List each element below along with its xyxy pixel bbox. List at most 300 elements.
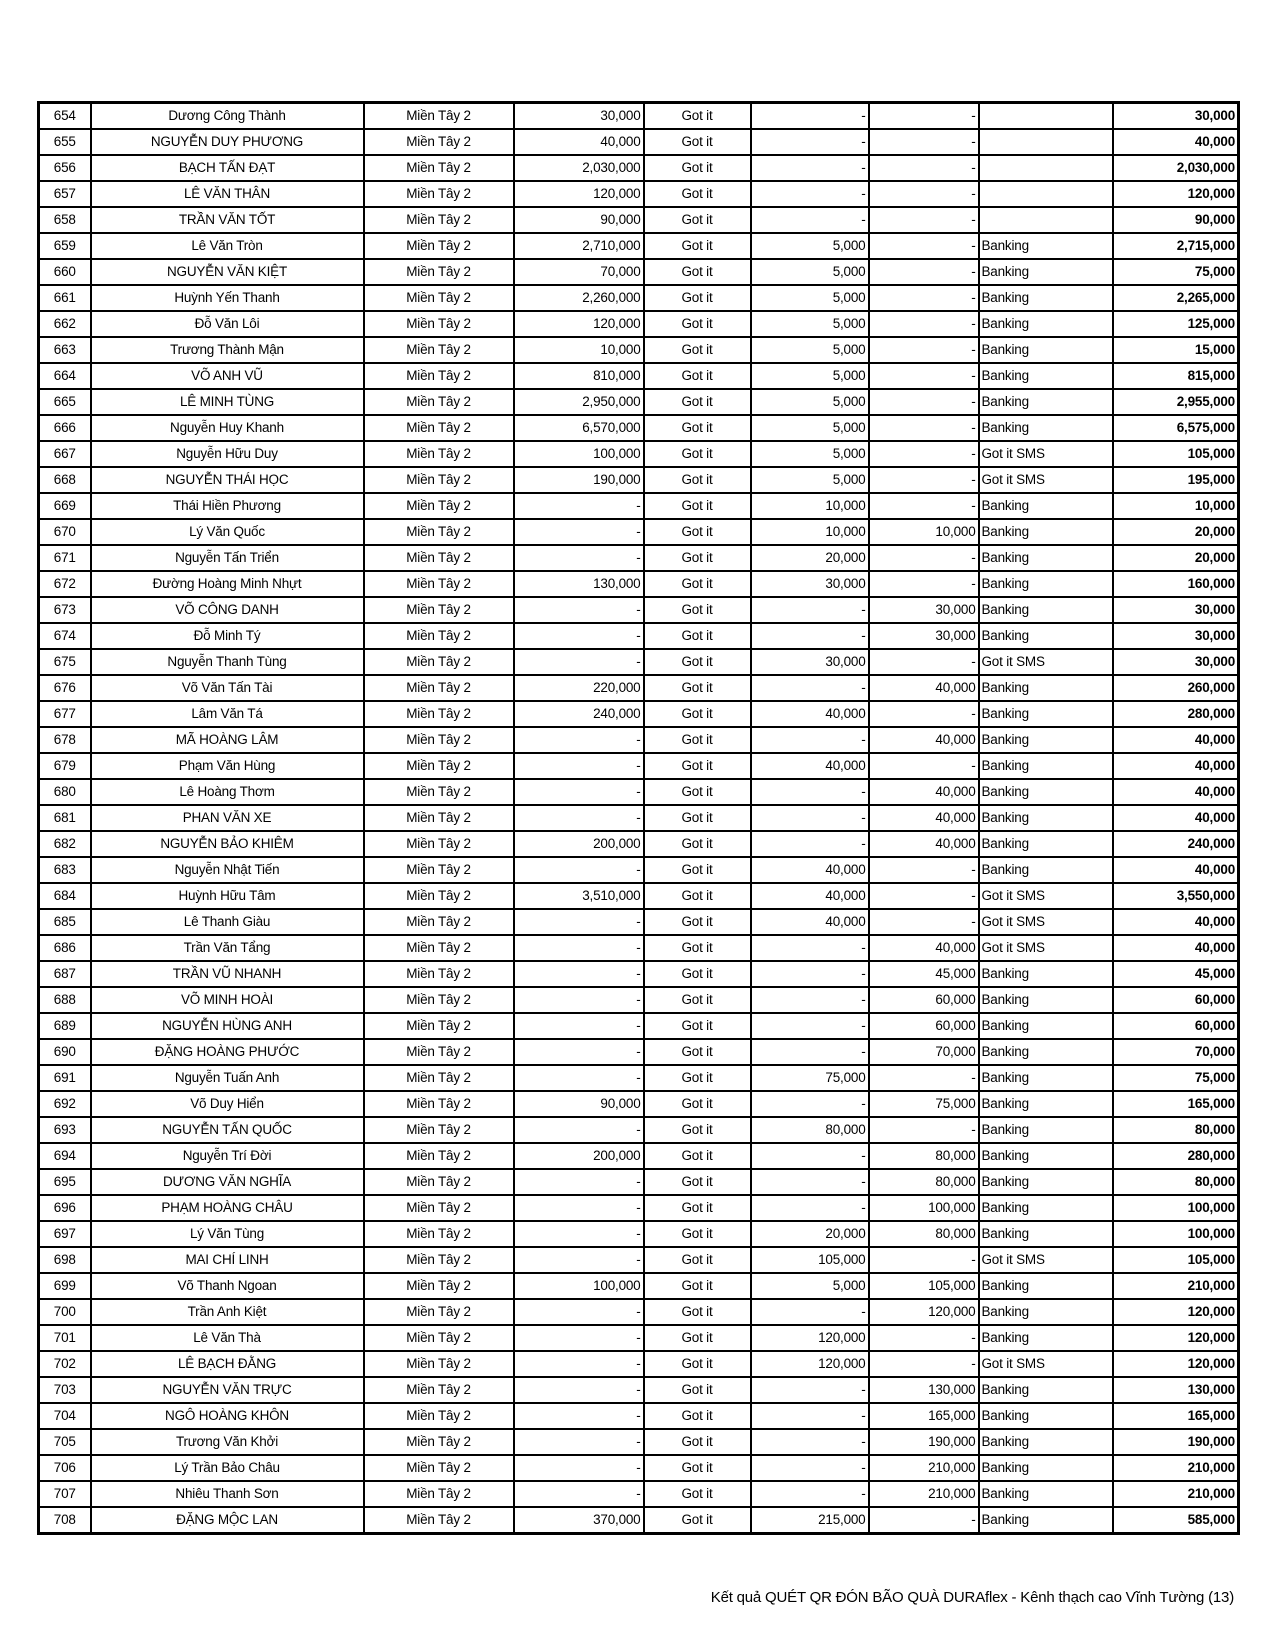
amount-2-cell: - [751, 597, 869, 623]
payout-method-cell: Banking [979, 961, 1113, 987]
amount-2-cell: 5,000 [751, 415, 869, 441]
amount-2-cell: - [751, 1039, 869, 1065]
payout-method-cell: Banking [979, 1377, 1113, 1403]
table-row [39, 753, 1239, 779]
table-row [39, 545, 1239, 571]
table-row [39, 155, 1239, 181]
amount-1-cell: - [514, 1299, 644, 1325]
name-cell: Nguyễn Tuấn Anh [91, 1065, 364, 1091]
total-cell: 120,000 [1113, 1325, 1239, 1351]
payout-method-cell: Banking [979, 1143, 1113, 1169]
region-cell: Miền Tây 2 [364, 961, 514, 987]
amount-1-cell: - [514, 987, 644, 1013]
payout-method-cell: Banking [979, 1273, 1113, 1299]
region-cell: Miền Tây 2 [364, 311, 514, 337]
row-number-cell: 701 [39, 1325, 91, 1351]
payout-method-cell: Banking [979, 779, 1113, 805]
name-cell: Phạm Văn Hùng [91, 753, 364, 779]
name-cell: Lê Thanh Giàu [91, 909, 364, 935]
amount-3-cell: 10,000 [869, 519, 979, 545]
amount-1-cell: - [514, 753, 644, 779]
region-cell: Miền Tây 2 [364, 1247, 514, 1273]
amount-1-cell: 120,000 [514, 181, 644, 207]
status-cell: Got it [644, 337, 751, 363]
payout-method-cell [979, 181, 1113, 207]
row-number-cell: 671 [39, 545, 91, 571]
amount-1-cell: 3,510,000 [514, 883, 644, 909]
amount-2-cell: 40,000 [751, 753, 869, 779]
region-cell: Miền Tây 2 [364, 909, 514, 935]
total-cell: 100,000 [1113, 1221, 1239, 1247]
row-number-cell: 678 [39, 727, 91, 753]
region-cell: Miền Tây 2 [364, 987, 514, 1013]
status-cell: Got it [644, 1143, 751, 1169]
region-cell: Miền Tây 2 [364, 441, 514, 467]
row-number-cell: 703 [39, 1377, 91, 1403]
total-cell: 240,000 [1113, 831, 1239, 857]
table-row [39, 701, 1239, 727]
amount-1-cell: - [514, 1039, 644, 1065]
table-row [39, 805, 1239, 831]
table-row [39, 1325, 1239, 1351]
total-cell: 105,000 [1113, 441, 1239, 467]
name-cell: ĐẶNG MỘC LAN [91, 1507, 364, 1534]
name-cell: Huỳnh Yến Thanh [91, 285, 364, 311]
amount-2-cell: 120,000 [751, 1325, 869, 1351]
status-cell: Got it [644, 1221, 751, 1247]
total-cell: 3,550,000 [1113, 883, 1239, 909]
row-number-cell: 692 [39, 1091, 91, 1117]
payout-method-cell [979, 155, 1113, 181]
total-cell: 165,000 [1113, 1403, 1239, 1429]
region-cell: Miền Tây 2 [364, 831, 514, 857]
amount-1-cell: - [514, 779, 644, 805]
amount-1-cell: - [514, 1455, 644, 1481]
region-cell: Miền Tây 2 [364, 415, 514, 441]
amount-3-cell: - [869, 649, 979, 675]
row-number-cell: 707 [39, 1481, 91, 1507]
amount-3-cell: 80,000 [869, 1221, 979, 1247]
payout-method-cell: Banking [979, 415, 1113, 441]
region-cell: Miền Tây 2 [364, 519, 514, 545]
name-cell: NGUYỄN DUY PHƯƠNG [91, 129, 364, 155]
name-cell: Trần Văn Tẩng [91, 935, 364, 961]
region-cell: Miền Tây 2 [364, 1325, 514, 1351]
region-cell: Miền Tây 2 [364, 675, 514, 701]
total-cell: 60,000 [1113, 1013, 1239, 1039]
table-row [39, 1117, 1239, 1143]
total-cell: 100,000 [1113, 1195, 1239, 1221]
amount-3-cell: - [869, 441, 979, 467]
region-cell: Miền Tây 2 [364, 1403, 514, 1429]
total-cell: 105,000 [1113, 1247, 1239, 1273]
name-cell: Trương Thành Mận [91, 337, 364, 363]
payout-method-cell: Got it SMS [979, 935, 1113, 961]
table-row [39, 623, 1239, 649]
total-cell: 80,000 [1113, 1117, 1239, 1143]
amount-3-cell: - [869, 207, 979, 233]
table-row [39, 519, 1239, 545]
payout-method-cell: Banking [979, 337, 1113, 363]
name-cell: NGUYỄN BẢO KHIÊM [91, 831, 364, 857]
region-cell: Miền Tây 2 [364, 753, 514, 779]
table-row [39, 493, 1239, 519]
status-cell: Got it [644, 545, 751, 571]
row-number-cell: 691 [39, 1065, 91, 1091]
status-cell: Got it [644, 961, 751, 987]
amount-3-cell: - [869, 467, 979, 493]
total-cell: 190,000 [1113, 1429, 1239, 1455]
payout-method-cell: Banking [979, 363, 1113, 389]
row-number-cell: 667 [39, 441, 91, 467]
name-cell: NGUYỄN THÁI HỌC [91, 467, 364, 493]
status-cell: Got it [644, 805, 751, 831]
total-cell: 210,000 [1113, 1273, 1239, 1299]
amount-2-cell: - [751, 935, 869, 961]
table-row [39, 883, 1239, 909]
row-number-cell: 690 [39, 1039, 91, 1065]
total-cell: 2,030,000 [1113, 155, 1239, 181]
payout-method-cell: Banking [979, 1221, 1113, 1247]
payout-method-cell: Banking [979, 623, 1113, 649]
status-cell: Got it [644, 103, 751, 130]
amount-1-cell: 200,000 [514, 831, 644, 857]
payout-method-cell: Got it SMS [979, 909, 1113, 935]
amount-3-cell: 80,000 [869, 1143, 979, 1169]
table-row [39, 1169, 1239, 1195]
region-cell: Miền Tây 2 [364, 467, 514, 493]
amount-1-cell: 40,000 [514, 129, 644, 155]
status-cell: Got it [644, 831, 751, 857]
status-cell: Got it [644, 441, 751, 467]
amount-2-cell: - [751, 1455, 869, 1481]
status-cell: Got it [644, 493, 751, 519]
region-cell: Miền Tây 2 [364, 779, 514, 805]
amount-3-cell: - [869, 155, 979, 181]
amount-1-cell: 30,000 [514, 103, 644, 130]
amount-2-cell: - [751, 987, 869, 1013]
status-cell: Got it [644, 1013, 751, 1039]
table-row [39, 1455, 1239, 1481]
total-cell: 280,000 [1113, 1143, 1239, 1169]
total-cell: 30,000 [1113, 103, 1239, 130]
name-cell: Lê Văn Tròn [91, 233, 364, 259]
amount-1-cell: 6,570,000 [514, 415, 644, 441]
region-cell: Miền Tây 2 [364, 805, 514, 831]
total-cell: 210,000 [1113, 1455, 1239, 1481]
table-row [39, 935, 1239, 961]
name-cell: Thái Hiền Phương [91, 493, 364, 519]
amount-1-cell: - [514, 961, 644, 987]
row-number-cell: 688 [39, 987, 91, 1013]
table-row [39, 571, 1239, 597]
amount-3-cell: - [869, 1351, 979, 1377]
amount-3-cell: 80,000 [869, 1169, 979, 1195]
table-row [39, 1377, 1239, 1403]
region-cell: Miền Tây 2 [364, 649, 514, 675]
table-row [39, 1143, 1239, 1169]
status-cell: Got it [644, 1351, 751, 1377]
status-cell: Got it [644, 415, 751, 441]
payout-method-cell: Banking [979, 493, 1113, 519]
total-cell: 40,000 [1113, 727, 1239, 753]
name-cell: Lý Văn Quốc [91, 519, 364, 545]
row-number-cell: 680 [39, 779, 91, 805]
page-footer-caption: Kết quả QUÉT QR ĐÓN BÃO QUÀ DURAflex - Kênh thạch cao Vĩnh Tường (13) [710, 1589, 1234, 1606]
amount-3-cell: 60,000 [869, 987, 979, 1013]
amount-1-cell: - [514, 1247, 644, 1273]
amount-1-cell: - [514, 1325, 644, 1351]
amount-2-cell: 10,000 [751, 493, 869, 519]
table-row [39, 285, 1239, 311]
amount-3-cell: - [869, 545, 979, 571]
region-cell: Miền Tây 2 [364, 1117, 514, 1143]
payout-method-cell: Banking [979, 1325, 1113, 1351]
row-number-cell: 662 [39, 311, 91, 337]
name-cell: NGUYỄN TẤN QUỐC [91, 1117, 364, 1143]
region-cell: Miền Tây 2 [364, 1065, 514, 1091]
name-cell: Đường Hoàng Minh Nhựt [91, 571, 364, 597]
amount-2-cell: 30,000 [751, 571, 869, 597]
total-cell: 30,000 [1113, 649, 1239, 675]
payout-method-cell: Banking [979, 233, 1113, 259]
amount-1-cell: - [514, 1377, 644, 1403]
table-row [39, 207, 1239, 233]
name-cell: NGUYỄN VĂN KIỆT [91, 259, 364, 285]
amount-1-cell: - [514, 1013, 644, 1039]
status-cell: Got it [644, 1429, 751, 1455]
name-cell: MÃ HOÀNG LÂM [91, 727, 364, 753]
status-cell: Got it [644, 181, 751, 207]
row-number-cell: 697 [39, 1221, 91, 1247]
amount-1-cell: - [514, 493, 644, 519]
amount-2-cell: 5,000 [751, 1273, 869, 1299]
amount-2-cell: - [751, 831, 869, 857]
payout-method-cell: Banking [979, 285, 1113, 311]
amount-3-cell: 40,000 [869, 831, 979, 857]
table-row [39, 1299, 1239, 1325]
table-row [39, 415, 1239, 441]
amount-3-cell: 60,000 [869, 1013, 979, 1039]
name-cell: Lê Văn Thà [91, 1325, 364, 1351]
name-cell: LÊ MINH TÙNG [91, 389, 364, 415]
amount-2-cell: - [751, 103, 869, 130]
amount-3-cell: - [869, 909, 979, 935]
amount-2-cell: 75,000 [751, 1065, 869, 1091]
total-cell: 160,000 [1113, 571, 1239, 597]
name-cell: Trương Văn Khởi [91, 1429, 364, 1455]
amount-2-cell: - [751, 623, 869, 649]
status-cell: Got it [644, 1507, 751, 1534]
table-row [39, 233, 1239, 259]
amount-2-cell: - [751, 1299, 869, 1325]
payout-method-cell: Banking [979, 1455, 1113, 1481]
payout-method-cell: Banking [979, 857, 1113, 883]
name-cell: NGUYỄN HÙNG ANH [91, 1013, 364, 1039]
payout-method-cell [979, 207, 1113, 233]
name-cell: Nguyễn Huy Khanh [91, 415, 364, 441]
name-cell: VÕ ANH VŨ [91, 363, 364, 389]
region-cell: Miền Tây 2 [364, 1507, 514, 1534]
region-cell: Miền Tây 2 [364, 155, 514, 181]
name-cell: Nguyễn Trí Đời [91, 1143, 364, 1169]
amount-3-cell: 40,000 [869, 935, 979, 961]
status-cell: Got it [644, 259, 751, 285]
amount-3-cell: 30,000 [869, 623, 979, 649]
total-cell: 40,000 [1113, 909, 1239, 935]
total-cell: 40,000 [1113, 753, 1239, 779]
amount-1-cell: 190,000 [514, 467, 644, 493]
name-cell: VÕ MINH HOÀI [91, 987, 364, 1013]
amount-1-cell: 240,000 [514, 701, 644, 727]
status-cell: Got it [644, 311, 751, 337]
name-cell: TRẦN VĂN TỐT [91, 207, 364, 233]
payout-method-cell: Got it SMS [979, 1351, 1113, 1377]
row-number-cell: 693 [39, 1117, 91, 1143]
row-number-cell: 695 [39, 1169, 91, 1195]
amount-2-cell: 5,000 [751, 389, 869, 415]
amount-1-cell: - [514, 1195, 644, 1221]
status-cell: Got it [644, 233, 751, 259]
amount-1-cell: - [514, 1481, 644, 1507]
row-number-cell: 665 [39, 389, 91, 415]
amount-1-cell: 90,000 [514, 207, 644, 233]
total-cell: 2,265,000 [1113, 285, 1239, 311]
row-number-cell: 682 [39, 831, 91, 857]
amount-2-cell: 80,000 [751, 1117, 869, 1143]
row-number-cell: 679 [39, 753, 91, 779]
total-cell: 40,000 [1113, 805, 1239, 831]
table-row [39, 649, 1239, 675]
row-number-cell: 668 [39, 467, 91, 493]
amount-3-cell: 120,000 [869, 1299, 979, 1325]
amount-1-cell: 70,000 [514, 259, 644, 285]
amount-3-cell: - [869, 1507, 979, 1534]
amount-1-cell: 200,000 [514, 1143, 644, 1169]
amount-2-cell: - [751, 1377, 869, 1403]
amount-3-cell: - [869, 337, 979, 363]
row-number-cell: 702 [39, 1351, 91, 1377]
table-row [39, 1039, 1239, 1065]
amount-1-cell: - [514, 623, 644, 649]
amount-2-cell: - [751, 1013, 869, 1039]
table-row [39, 389, 1239, 415]
status-cell: Got it [644, 1117, 751, 1143]
status-cell: Got it [644, 935, 751, 961]
amount-3-cell: 30,000 [869, 597, 979, 623]
status-cell: Got it [644, 1455, 751, 1481]
region-cell: Miền Tây 2 [364, 207, 514, 233]
amount-3-cell: 210,000 [869, 1481, 979, 1507]
amount-2-cell: - [751, 675, 869, 701]
total-cell: 90,000 [1113, 207, 1239, 233]
total-cell: 195,000 [1113, 467, 1239, 493]
status-cell: Got it [644, 129, 751, 155]
amount-1-cell: - [514, 519, 644, 545]
payout-method-cell: Got it SMS [979, 649, 1113, 675]
row-number-cell: 694 [39, 1143, 91, 1169]
region-cell: Miền Tây 2 [364, 103, 514, 130]
total-cell: 210,000 [1113, 1481, 1239, 1507]
amount-2-cell: - [751, 1091, 869, 1117]
amount-3-cell: 40,000 [869, 779, 979, 805]
status-cell: Got it [644, 623, 751, 649]
payout-method-cell: Got it SMS [979, 441, 1113, 467]
region-cell: Miền Tây 2 [364, 883, 514, 909]
amount-2-cell: 40,000 [751, 701, 869, 727]
amount-2-cell: 5,000 [751, 441, 869, 467]
row-number-cell: 658 [39, 207, 91, 233]
amount-1-cell: 220,000 [514, 675, 644, 701]
table-row [39, 1351, 1239, 1377]
amount-1-cell: - [514, 1221, 644, 1247]
total-cell: 585,000 [1113, 1507, 1239, 1534]
total-cell: 70,000 [1113, 1039, 1239, 1065]
amount-3-cell: - [869, 701, 979, 727]
status-cell: Got it [644, 1403, 751, 1429]
table-row [39, 311, 1239, 337]
amount-1-cell: - [514, 545, 644, 571]
amount-3-cell: - [869, 493, 979, 519]
payout-method-cell: Banking [979, 1403, 1113, 1429]
amount-3-cell: - [869, 129, 979, 155]
status-cell: Got it [644, 1273, 751, 1299]
row-number-cell: 684 [39, 883, 91, 909]
amount-2-cell: - [751, 779, 869, 805]
name-cell: Nguyễn Nhật Tiến [91, 857, 364, 883]
region-cell: Miền Tây 2 [364, 363, 514, 389]
payout-method-cell: Banking [979, 389, 1113, 415]
amount-2-cell: - [751, 805, 869, 831]
name-cell: Lý Văn Tùng [91, 1221, 364, 1247]
amount-2-cell: - [751, 129, 869, 155]
payout-method-cell: Banking [979, 701, 1113, 727]
amount-3-cell: - [869, 103, 979, 130]
amount-1-cell: 100,000 [514, 441, 644, 467]
table-row [39, 779, 1239, 805]
name-cell: Nguyễn Tấn Triển [91, 545, 364, 571]
amount-1-cell: - [514, 1403, 644, 1429]
amount-1-cell: 810,000 [514, 363, 644, 389]
amount-1-cell: - [514, 857, 644, 883]
table-row [39, 337, 1239, 363]
amount-2-cell: - [751, 1481, 869, 1507]
row-number-cell: 656 [39, 155, 91, 181]
status-cell: Got it [644, 155, 751, 181]
amount-2-cell: - [751, 1195, 869, 1221]
total-cell: 40,000 [1113, 779, 1239, 805]
payout-method-cell: Banking [979, 831, 1113, 857]
payout-method-cell: Got it SMS [979, 467, 1113, 493]
region-cell: Miền Tây 2 [364, 1169, 514, 1195]
amount-3-cell: - [869, 311, 979, 337]
payout-method-cell: Banking [979, 727, 1113, 753]
payout-method-cell: Banking [979, 753, 1113, 779]
name-cell: Lý Trần Bảo Châu [91, 1455, 364, 1481]
region-cell: Miền Tây 2 [364, 857, 514, 883]
amount-3-cell: - [869, 883, 979, 909]
table-row [39, 363, 1239, 389]
region-cell: Miền Tây 2 [364, 935, 514, 961]
status-cell: Got it [644, 675, 751, 701]
amount-2-cell: 5,000 [751, 311, 869, 337]
results-table [37, 101, 1240, 1535]
amount-1-cell: - [514, 597, 644, 623]
status-cell: Got it [644, 207, 751, 233]
row-number-cell: 698 [39, 1247, 91, 1273]
name-cell: Huỳnh Hữu Tâm [91, 883, 364, 909]
status-cell: Got it [644, 1039, 751, 1065]
